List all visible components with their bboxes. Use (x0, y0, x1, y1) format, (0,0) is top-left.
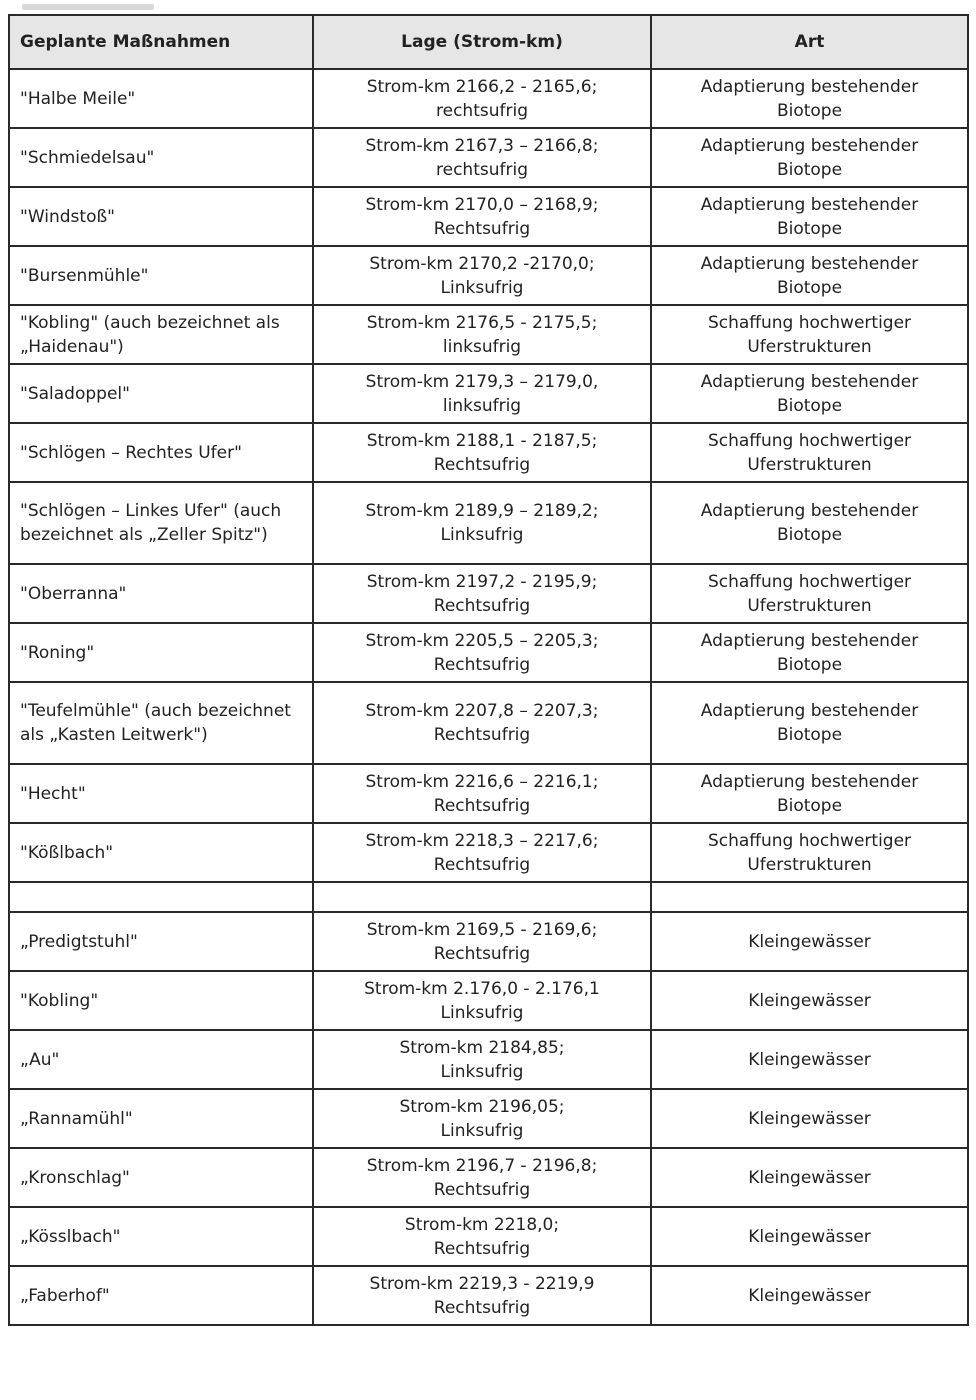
header-location: Lage (Strom-km) (313, 15, 651, 69)
measure-type: Schaffung hochwertiger (707, 430, 912, 451)
measure-name: "Kobling" (9, 971, 313, 1030)
type-cell (651, 1089, 968, 1148)
table-row (9, 971, 968, 1030)
type-cell (651, 187, 968, 246)
measure-type-detail: Biotope (776, 725, 843, 745)
measure-type-detail: Biotope (776, 525, 843, 545)
table-row (9, 482, 968, 564)
stream-km: Strom-km 2170,2 -2170,0; (369, 253, 595, 274)
table-row (9, 128, 968, 187)
measure-type: Adaptierung bestehender (700, 76, 919, 97)
type-cell (651, 69, 968, 128)
stream-km: Strom-km 2188,1 - 2187,5; (366, 430, 598, 451)
measure-name: „Faberhof" (9, 1266, 313, 1325)
table-row (9, 823, 968, 882)
location-cell (313, 764, 651, 823)
type-cell (651, 1030, 968, 1089)
measure-type: Schaffung hochwertiger (707, 571, 912, 592)
river-bank-side: Rechtsufrig (433, 595, 531, 616)
location-cell (313, 564, 651, 623)
river-bank-side: Linksufrig (440, 277, 524, 298)
table-row (9, 682, 968, 764)
type-cell (651, 623, 968, 682)
table-body (9, 69, 968, 1325)
table-row (9, 1148, 968, 1207)
location-cell (313, 682, 651, 764)
type-cell (651, 1266, 968, 1325)
measure-name: „Au" (9, 1030, 313, 1089)
measure-name: "Saladoppel" (9, 364, 313, 423)
measure-type-detail: Biotope (776, 218, 843, 239)
measure-name: "Schmiedelsau" (9, 128, 313, 187)
table-row (9, 1266, 968, 1325)
type-cell (651, 1148, 968, 1207)
type-cell (651, 971, 968, 1030)
river-bank-side: Rechtsufrig (433, 943, 531, 964)
measure-type: Adaptierung bestehender (700, 501, 919, 521)
location-cell (313, 623, 651, 682)
measure-type: Adaptierung bestehender (700, 371, 919, 392)
location-cell (313, 423, 651, 482)
measure-name: "Hecht" (9, 764, 313, 823)
river-bank-side: linksufrig (442, 336, 522, 357)
stream-km: Strom-km 2169,5 - 2169,6; (366, 919, 598, 940)
stream-km: Strom-km 2216,6 – 2216,1; (365, 771, 599, 792)
table-row (9, 187, 968, 246)
measure-type-detail: Uferstrukturen (747, 336, 872, 357)
measure-name: „Predigtstuhl" (9, 912, 313, 971)
river-bank-side: Rechtsufrig (433, 1179, 531, 1200)
header-type: Art (651, 15, 968, 69)
type-cell (651, 423, 968, 482)
river-bank-side: Linksufrig (440, 525, 524, 545)
measure-type: Kleingewässer (748, 1108, 871, 1129)
measure-name: „Kronschlag" (9, 1148, 313, 1207)
type-cell (651, 128, 968, 187)
stream-km: Strom-km 2167,3 – 2166,8; (365, 135, 599, 156)
stream-km: Strom-km 2218,0; (404, 1214, 560, 1235)
stream-km: Strom-km 2.176,0 - 2.176,1 (364, 978, 600, 999)
type-cell (651, 1207, 968, 1266)
measure-type: Schaffung hochwertiger (707, 312, 912, 333)
measure-type-detail: Biotope (776, 795, 843, 816)
river-bank-side: Rechtsufrig (433, 725, 531, 745)
location-cell (313, 1030, 651, 1089)
measure-type-detail: Biotope (776, 654, 843, 675)
location-cell (313, 823, 651, 882)
table-row (9, 246, 968, 305)
measure-name: "Oberranna" (9, 564, 313, 623)
table-row (9, 764, 968, 823)
river-bank-side: Rechtsufrig (433, 218, 531, 239)
stream-km: Strom-km 2218,3 – 2217,6; (365, 830, 599, 851)
table-row (9, 564, 968, 623)
location-cell (313, 246, 651, 305)
measure-name: "Schlögen – Linkes Ufer" (auch bezeichnet als „Zeller Spitz") (9, 482, 313, 564)
table-row (9, 364, 968, 423)
measure-type: Schaffung hochwertiger (707, 830, 912, 851)
measure-type-detail: Biotope (776, 159, 843, 180)
table-row (9, 882, 968, 912)
location-cell (313, 1266, 651, 1325)
river-bank-side: rechtsufrig (436, 100, 528, 121)
measure-name: "Roning" (9, 623, 313, 682)
river-bank-side: Rechtsufrig (433, 454, 531, 475)
measure-name: "Windstoß" (9, 187, 313, 246)
river-bank-side: Linksufrig (440, 1120, 524, 1141)
stream-km: Strom-km 2197,2 - 2195,9; (366, 571, 598, 592)
stream-km: Strom-km 2179,3 – 2179,0, (365, 371, 599, 392)
river-bank-side: Rechtsufrig (433, 795, 531, 816)
table-row (9, 1030, 968, 1089)
header-measures: Geplante Maßnahmen (9, 15, 313, 69)
measure-type: Adaptierung bestehender (700, 194, 919, 215)
type-cell (651, 364, 968, 423)
location-cell (313, 364, 651, 423)
table-row (9, 1089, 968, 1148)
measure-type: Adaptierung bestehender (700, 630, 919, 651)
stream-km: Strom-km 2196,05; (399, 1096, 565, 1117)
stream-km: Strom-km 2196,7 - 2196,8; (366, 1155, 598, 1176)
location-cell (313, 482, 651, 564)
measure-name: „Kösslbach" (9, 1207, 313, 1266)
location-cell (313, 1148, 651, 1207)
location-cell (313, 128, 651, 187)
measure-type: Kleingewässer (748, 1049, 871, 1070)
location-cell (313, 1207, 651, 1266)
measure-type: Kleingewässer (748, 990, 871, 1011)
measure-type: Kleingewässer (748, 1167, 871, 1188)
table-header-row (9, 15, 968, 69)
location-cell (313, 187, 651, 246)
river-bank-side: Rechtsufrig (433, 1297, 531, 1318)
stream-km: Strom-km 2207,8 – 2207,3; (365, 701, 599, 721)
measure-name (9, 882, 313, 912)
stream-km: Strom-km 2189,9 – 2189,2; (365, 501, 599, 521)
type-cell (651, 764, 968, 823)
measures-table (8, 14, 969, 1326)
river-bank-side: rechtsufrig (436, 159, 528, 180)
measure-name: „Rannamühl" (9, 1089, 313, 1148)
river-bank-side: Rechtsufrig (433, 1238, 531, 1259)
measure-type-detail: Uferstrukturen (747, 454, 872, 475)
measure-type-detail: Biotope (776, 395, 843, 416)
table-row (9, 1207, 968, 1266)
type-cell (651, 246, 968, 305)
location-cell (313, 305, 651, 364)
location-cell (313, 69, 651, 128)
type-cell (651, 882, 968, 912)
stream-km: Strom-km 2170,0 – 2168,9; (365, 194, 599, 215)
measure-type: Kleingewässer (748, 1285, 871, 1306)
stream-km: Strom-km 2205,5 – 2205,3; (365, 630, 599, 651)
measure-type-detail: Uferstrukturen (747, 595, 872, 616)
measure-type: Adaptierung bestehender (700, 135, 919, 156)
type-cell (651, 482, 968, 564)
measure-type: Kleingewässer (748, 931, 871, 952)
stream-km: Strom-km 2166,2 - 2165,6; (366, 76, 598, 97)
river-bank-side: Rechtsufrig (433, 654, 531, 675)
river-bank-side: Linksufrig (440, 1002, 524, 1023)
river-bank-side: Rechtsufrig (433, 854, 531, 875)
table-row (9, 912, 968, 971)
table-row (9, 305, 968, 364)
type-cell (651, 305, 968, 364)
measure-type-detail: Uferstrukturen (747, 854, 872, 875)
measure-type: Adaptierung bestehender (700, 253, 919, 274)
measure-name: "Kobling" (auch bezeichnet als „Haidenau") (9, 305, 313, 364)
measure-type-detail: Biotope (776, 100, 843, 121)
location-cell (313, 882, 651, 912)
location-cell (313, 971, 651, 1030)
type-cell (651, 564, 968, 623)
measure-type: Kleingewässer (748, 1226, 871, 1247)
table-row (9, 623, 968, 682)
stream-km: Strom-km 2176,5 - 2175,5; (366, 312, 598, 333)
table-row (9, 69, 968, 128)
type-cell (651, 682, 968, 764)
measure-name: "Bursenmühle" (9, 246, 313, 305)
location-cell (313, 1089, 651, 1148)
stream-km: Strom-km 2219,3 - 2219,9 (369, 1273, 595, 1294)
measure-name: "Kößlbach" (9, 823, 313, 882)
table-row (9, 423, 968, 482)
river-bank-side: Linksufrig (440, 1061, 524, 1082)
measure-name: "Teufelmühle" (auch bezeichnet als „Kasten Leitwerk") (9, 682, 313, 764)
river-bank-side: linksufrig (442, 395, 522, 416)
scan-artifact (22, 4, 154, 10)
measure-type-detail: Biotope (776, 277, 843, 298)
measure-name: "Schlögen – Rechtes Ufer" (9, 423, 313, 482)
type-cell (651, 823, 968, 882)
measure-type: Adaptierung bestehender (700, 771, 919, 792)
measure-name: "Halbe Meile" (9, 69, 313, 128)
measure-type: Adaptierung bestehender (700, 701, 919, 721)
type-cell (651, 912, 968, 971)
location-cell (313, 912, 651, 971)
stream-km: Strom-km 2184,85; (399, 1037, 565, 1058)
